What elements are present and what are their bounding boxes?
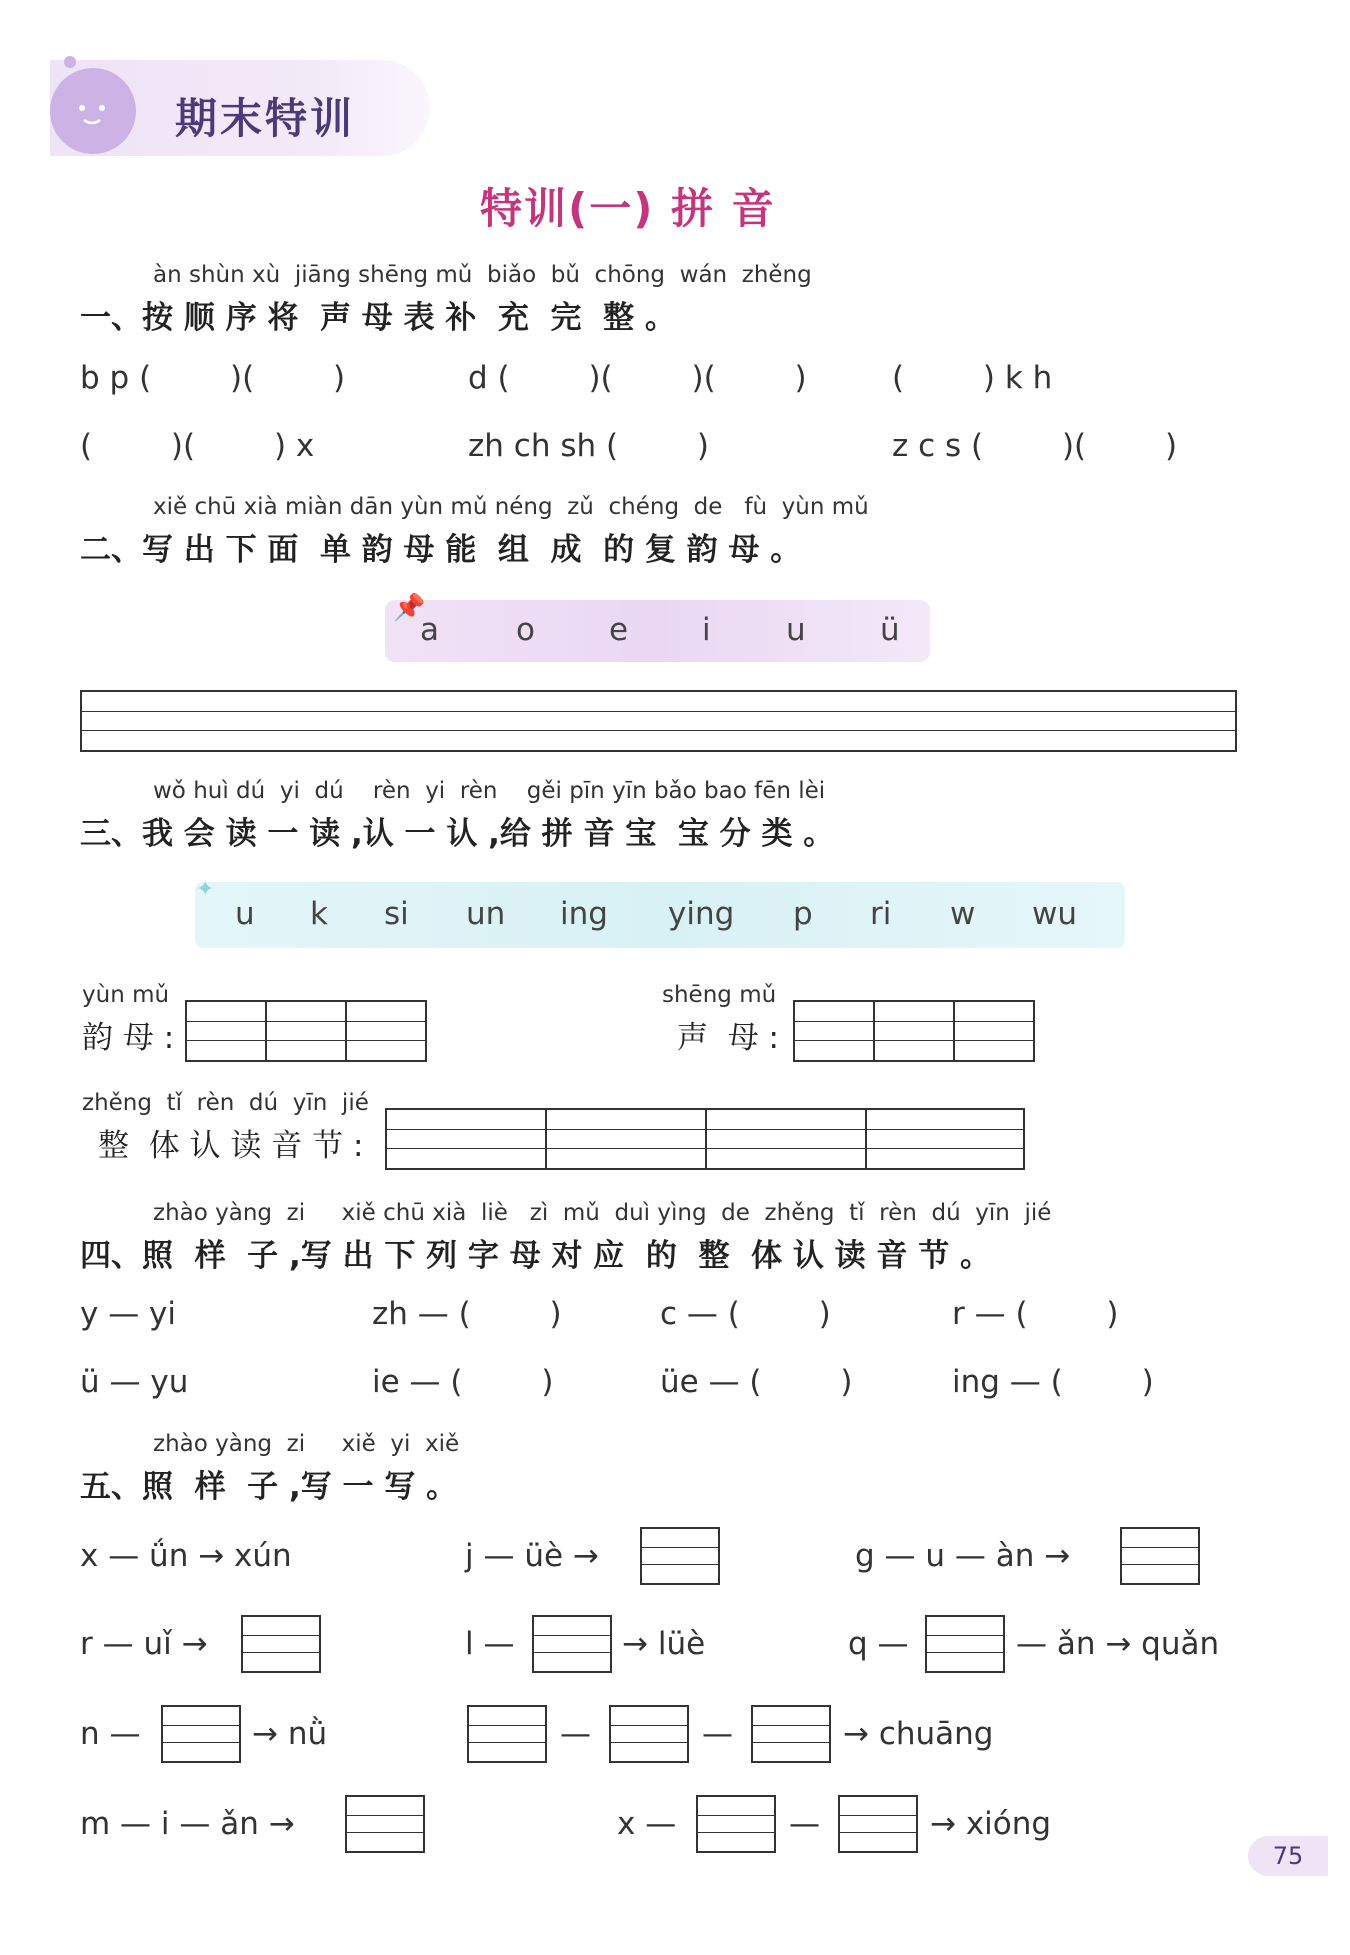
- section2-pinyin: xiě chū xià miàn dān yùn mǔ néng zǔ chéng de fù yùn mǔ: [153, 494, 869, 520]
- answer-box[interactable]: [696, 1795, 776, 1853]
- pin-icon: 📌: [393, 592, 426, 622]
- answer-lines-section2[interactable]: [80, 690, 1237, 752]
- section4-heading: 四、照 样 子 ,写 出 下 列 字 母 对 应 的 整 体 认 读 音 节 。: [80, 1238, 992, 1274]
- section5-heading: 五、照 样 子 ,写 一 写 。: [80, 1469, 458, 1505]
- section1-row2-c: z c s ( )( ): [892, 428, 1178, 464]
- section5-pinyin: zhào yàng zi xiě yi xiě: [153, 1431, 460, 1457]
- vowel-i: i: [702, 612, 711, 648]
- answer-box[interactable]: [532, 1615, 612, 1673]
- pool-item: w: [950, 896, 976, 932]
- banner-title: 期末特训: [175, 94, 356, 143]
- section1-pinyin: àn shùn xù jiāng shēng mǔ biǎo bǔ chōng wán zhěng: [153, 262, 812, 288]
- vowel-u: u: [786, 612, 806, 648]
- mascot-antenna: [64, 56, 76, 68]
- vowel-a: a: [420, 612, 439, 648]
- ex-nv-a: n —: [80, 1716, 141, 1752]
- section4-row1-b: zh — ( ): [372, 1296, 562, 1332]
- pool-item: ying: [668, 896, 735, 932]
- answer-box[interactable]: [467, 1705, 547, 1763]
- dash: —: [560, 1716, 591, 1752]
- ex-jue-text: j — üè →: [465, 1538, 599, 1574]
- section4-pinyin: zhào yàng zi xiě chū xià liè zì mǔ duì yìng de zhěng tǐ rèn dú yīn jié: [153, 1200, 1052, 1226]
- section1-row2-b: zh ch sh ( ): [468, 428, 709, 464]
- section3-pinyin: wǒ huì dú yi dú rèn yi rèn gěi pīn yīn bǎo bao fēn lèi: [153, 778, 826, 804]
- zhengti-answer-box[interactable]: [385, 1108, 1025, 1170]
- section4-row2-d: ing — ( ): [952, 1364, 1154, 1400]
- ex-guan-text: g — u — àn →: [855, 1538, 1071, 1574]
- section1-row1-a: b p ( )( ): [80, 360, 346, 396]
- vowel-v: ü: [880, 612, 900, 648]
- answer-box[interactable]: [640, 1527, 720, 1585]
- vowel-o: o: [516, 612, 535, 648]
- ex-rui-text: r — uǐ →: [80, 1626, 208, 1662]
- pool-item: k: [310, 896, 328, 932]
- answer-box[interactable]: [925, 1615, 1005, 1673]
- section3-heading: 三、我 会 读 一 读 ,认 一 认 ,给 拼 音 宝 宝 分 类 。: [80, 816, 835, 852]
- ex-nv-b: → nǜ: [252, 1716, 328, 1752]
- section1-row1-b: d ( )( )( ): [468, 360, 807, 396]
- yunmu-pinyin: yùn mǔ: [82, 982, 170, 1008]
- answer-box[interactable]: [609, 1705, 689, 1763]
- ex-lue-a: l —: [465, 1626, 515, 1662]
- shengmu-label: 声 母 :: [677, 1020, 780, 1056]
- answer-box[interactable]: [345, 1795, 425, 1853]
- yunmu-answer-box[interactable]: [185, 1000, 427, 1062]
- pool-item: un: [466, 896, 506, 932]
- section4-row1-a: y — yi: [80, 1296, 177, 1332]
- ex-xiong-a: x —: [617, 1806, 677, 1842]
- section4-row2-a: ü — yu: [80, 1364, 189, 1400]
- pool-item: p: [793, 896, 813, 932]
- pinyin-pool: [195, 882, 1125, 948]
- answer-box[interactable]: [751, 1705, 831, 1763]
- pool-item: wu: [1032, 896, 1078, 932]
- ex-xiong-b: → xióng: [930, 1806, 1052, 1842]
- pool-item: si: [384, 896, 409, 932]
- answer-box[interactable]: [161, 1705, 241, 1763]
- section1-heading: 一、按 顺 序 将 声 母 表 补 充 完 整 。: [80, 300, 676, 336]
- section4-row1-c: c — ( ): [660, 1296, 831, 1332]
- mascot-icon: [50, 68, 136, 154]
- ex-lue-b: → lüè: [622, 1626, 706, 1662]
- section4-row2-b: ie — ( ): [372, 1364, 554, 1400]
- ex-mian-text: m — i — ǎn →: [80, 1806, 295, 1842]
- yunmu-label: 韵 母 :: [82, 1020, 175, 1056]
- ex-quan-a: q —: [848, 1626, 909, 1662]
- answer-box[interactable]: [1120, 1527, 1200, 1585]
- ex-quan-b: — ǎn → quǎn: [1016, 1626, 1220, 1662]
- section2-heading: 二、写 出 下 面 单 韵 母 能 组 成 的 复 韵 母 。: [80, 532, 802, 568]
- vowel-strip: [385, 600, 930, 662]
- answer-box[interactable]: [838, 1795, 918, 1853]
- pool-item: u: [235, 896, 255, 932]
- dash: —: [789, 1806, 820, 1842]
- vowel-e: e: [609, 612, 629, 648]
- dash: —: [702, 1716, 733, 1752]
- sparkle-icon: ✦: [196, 876, 215, 901]
- section4-row1-d: r — ( ): [952, 1296, 1119, 1332]
- page-number: 75: [1248, 1836, 1328, 1876]
- pool-item: ri: [870, 896, 892, 932]
- shengmu-answer-box[interactable]: [793, 1000, 1035, 1062]
- page-title: 特训(一) 拼 音: [480, 184, 776, 233]
- section4-row2-c: üe — ( ): [660, 1364, 853, 1400]
- pool-item: ing: [560, 896, 608, 932]
- section1-row2-a: ( )( ) x: [80, 428, 315, 464]
- answer-box[interactable]: [241, 1615, 321, 1673]
- section1-row1-c: ( ) k h: [892, 360, 1053, 396]
- zhengti-pinyin: zhěng tǐ rèn dú yīn jié: [82, 1090, 369, 1116]
- ex-chuang-b: → chuāng: [843, 1716, 994, 1752]
- shengmu-pinyin: shēng mǔ: [662, 982, 777, 1008]
- zhengti-label: 整 体 认 读 音 节 :: [98, 1128, 364, 1164]
- example-xun: x — ǘn → xún: [80, 1538, 292, 1574]
